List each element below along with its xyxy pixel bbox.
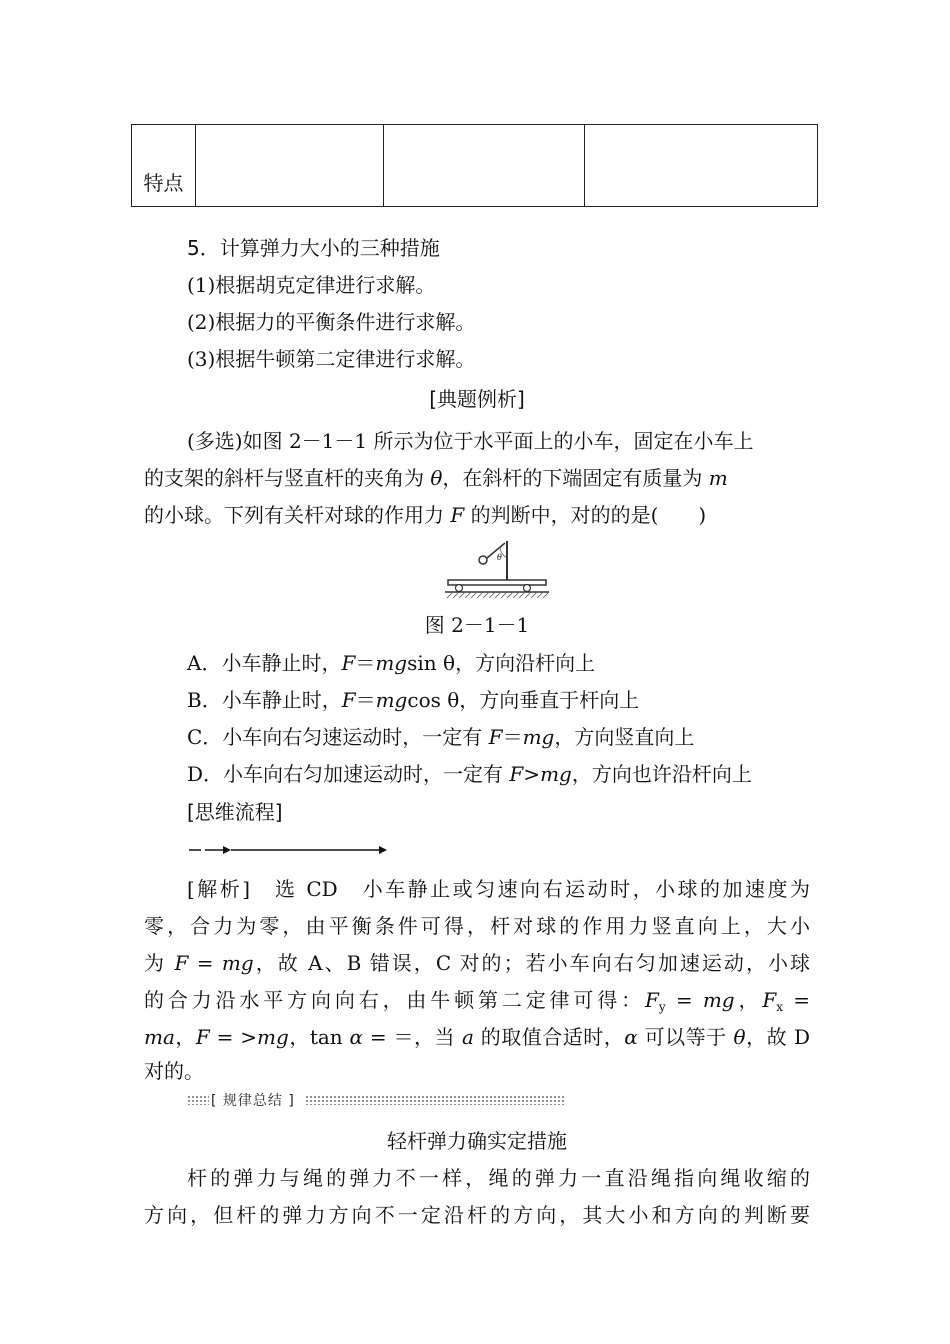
analysis-text: 零，合力为零，由平衡条件可得，杆对球的作用力竖直向上，大小 <box>144 914 810 938</box>
method-item: (1)根据胡克定律进行求解。 <box>187 273 436 297</box>
table-cell <box>196 125 384 207</box>
table-cell <box>585 125 818 207</box>
option-d: D．小车向右匀加速运动时，一定有 F>mg，方向也许沿杆向上 <box>187 762 752 786</box>
wheel-icon <box>456 585 463 592</box>
cart-figure <box>445 538 549 604</box>
method-item: (2)根据力的平衡条件进行求解。 <box>187 310 476 334</box>
summary-banner-label: [ 规律总结 ] <box>211 1093 295 1109</box>
cart-body <box>448 580 546 585</box>
analysis-text: 的合力沿水平方向向右，由牛顿第二定律可得：$F_y$ = mg，$F_x$ = <box>144 988 810 1014</box>
figure-caption: 图 2－1－1 <box>424 613 530 637</box>
example-heading: [典题例析] <box>429 387 525 411</box>
summary-title: 轻杆弹力确实定措施 <box>387 1129 567 1153</box>
analysis-text: ma，F = >mg，tan α = ＝，当 a 的取值合适时，α 可以等于 θ，故 D <box>144 1025 811 1049</box>
table-row <box>132 125 818 207</box>
analysis-text: 对的。 <box>144 1059 204 1083</box>
flow-arrow <box>187 840 397 860</box>
question-text: (多选)如图 2－1－1 所示为位于水平面上的小车，固定在小车上 <box>187 429 754 453</box>
analysis-text: [解析] 选 CD 小车静止或匀速向右运动时，小球的加速度为 <box>187 877 810 901</box>
question-text: 的小球。下列有关杆对球的作用力 F 的判断中，对的的是( ) <box>144 503 707 527</box>
table-row-label: 特点 <box>132 125 196 207</box>
summary-banner <box>187 1092 565 1108</box>
wheel-icon <box>524 585 531 592</box>
analysis-text: 为 F = mg，故 A、B 错误，C 对的；若小车向右匀加速运动，小球 <box>144 951 811 975</box>
ball-icon <box>479 556 487 564</box>
thinking-heading: [思维流程] <box>187 800 283 824</box>
option-b: B．小车静止时，F＝mgcos θ，方向垂直于杆向上 <box>187 688 640 712</box>
option-c: C．小车向右匀速运动时，一定有 F＝mg，方向竖直向上 <box>187 725 695 749</box>
method-item: (3)根据牛顿第二定律进行求解。 <box>187 347 476 371</box>
question-text: 的支架的斜杆与竖直杆的夹角为 θ，在斜杆的下端固定有质量为 m <box>144 466 728 490</box>
summary-text: 方向，但杆的弹力方向不一定沿杆的方向，其大小和方向的判断要 <box>144 1203 810 1227</box>
ground-hatch <box>447 592 549 598</box>
theta-label: θ <box>497 553 502 562</box>
features-table <box>131 124 818 207</box>
option-a: A．小车静止时，F＝mgsin θ，方向沿杆向上 <box>187 651 596 675</box>
summary-text: 杆的弹力与绳的弹力不一样，绳的弹力一直沿绳指向绳收缩的 <box>187 1166 810 1190</box>
table-cell <box>384 125 585 207</box>
section-heading: 5．计算弹力大小的三种措施 <box>187 236 440 260</box>
